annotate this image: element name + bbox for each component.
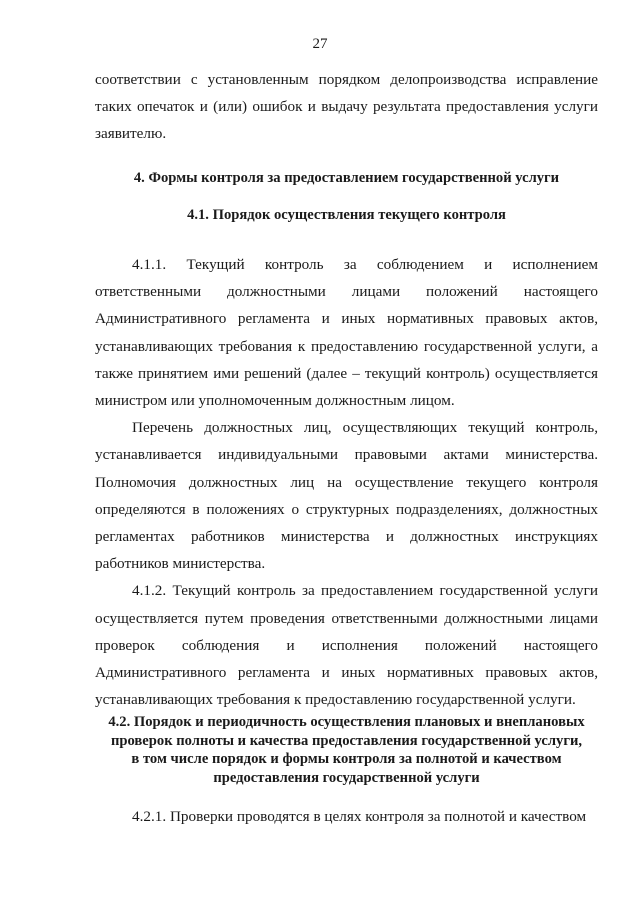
section-4-2-heading-line: в том числе порядок и формы контроля за полнотой и качеством xyxy=(131,751,562,767)
paragraph-4-2-1: 4.2.1. Проверки проводятся в целях контроля за полнотой и качеством xyxy=(132,808,587,825)
carry-over-paragraph-block xyxy=(95,66,598,148)
section-4-2-body xyxy=(95,803,598,830)
section-4-2-heading-line: проверок полноты и качества предоставления государственной услуги, xyxy=(110,732,583,749)
section-4-2-heading xyxy=(95,713,598,787)
section-4-heading: 4. Формы контроля за предоставлением государственной услуги xyxy=(133,170,560,186)
section-4-2-heading-line: 4.2. Порядок и периодичность осуществления плановых и внеплановых xyxy=(108,714,585,730)
section-4-1-heading: 4.1. Порядок осуществления текущего контроля xyxy=(187,207,506,223)
section-4-2-heading-line: предоставления государственной услуги xyxy=(213,769,480,786)
paragraph-officials-list: Перечень должностных лиц, осуществляющих текущий контроль, устанавливается индивидуальными правовыми актами министерства. Полномочия должностных лиц на осуществление текущего контроля определяются в положениях о структурных подразделениях, должностных регламентах работников министерства и должностных инструкциях работников министерства. xyxy=(95,419,598,573)
paragraph-4-1-2: 4.1.2. Текущий контроль за предоставлением государственной услуги осуществляется путем проведения ответственными должностными лицами проверок соблюдения и исполнения положений настоящего Административного регламента и иных нормативных правовых актов, устанавливающих требования к предоставлению государственной услуги. xyxy=(95,582,598,709)
paragraph-4-1-1: 4.1.1. Текущий контроль за соблюдением и исполнением ответственными должностными лицами положений настоящего Административного регламента и иных нормативных правовых актов, устанавливающих требования к предоставлению государственной услуги, а также принятием ими решений (далее – текущий контроль) осуществляется министром или уполномоченным должностным лицом. xyxy=(95,256,598,410)
page-number: 27 xyxy=(312,36,328,52)
section-4-1-body xyxy=(95,251,598,713)
carry-over-paragraph: соответствии с установленным порядком делопроизводства исправление таких опечаток и (или) ошибок и выдачу результата предоставления услуги заявителю. xyxy=(95,71,598,143)
